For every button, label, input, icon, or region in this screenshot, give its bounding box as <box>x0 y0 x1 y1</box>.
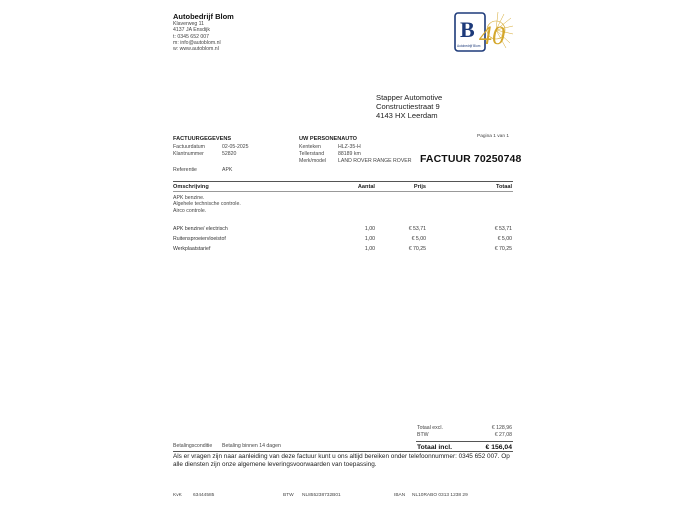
vat-value: € 27,08 <box>494 432 512 438</box>
row-description: APK benzine/ electrisch <box>173 226 228 232</box>
company-web: w: www.autoblom.nl <box>173 46 219 53</box>
svg-text:B: B <box>460 17 475 42</box>
note-line: APK benzine. <box>173 195 205 201</box>
row-price: € 70,25 <box>408 246 426 252</box>
company-street: Klaverweg 11 <box>173 21 205 27</box>
vehicle-section-title: UW PERSONENAUTO <box>299 136 358 142</box>
table-row <box>173 226 513 233</box>
totals-rule <box>416 441 513 442</box>
kvk-value: 63444585 <box>193 493 215 498</box>
note-line: Airco controle. <box>173 207 207 214</box>
odometer-value: 88189 km <box>338 151 361 157</box>
payment-value: Betaling binnen 14 dagen <box>222 443 281 449</box>
total-incl-label: Totaal incl. <box>417 444 452 451</box>
table-row <box>173 246 513 253</box>
table-notes <box>173 195 241 214</box>
row-quantity: 1,00 <box>364 246 375 252</box>
invoice-date-label: Factuurdatum <box>173 144 206 150</box>
row-total: € 5,00 <box>497 236 512 242</box>
footer-text: Als er vragen zijn naar aanleiding van deze factuur kunt u ons altijd bereiken onder telefoonnummer: 0345 652 007. Op alle diensten zijn onze algemene leveringsvoorwaarden van toepassing. <box>173 453 510 469</box>
table-top-rule <box>173 181 513 182</box>
vat-number-value: NL855238732B01 <box>302 493 341 498</box>
company-phone: t: 0345 652 007 <box>173 33 210 40</box>
model-value: LAND ROVER RANGE ROVER <box>338 158 412 164</box>
company-address <box>173 21 221 52</box>
model-label: Merk/model <box>299 158 327 164</box>
row-quantity: 1,00 <box>364 236 375 242</box>
table-header-rule <box>173 191 513 192</box>
reference-label: Referentie <box>173 167 197 173</box>
odometer-label: Tellerstand <box>299 151 325 157</box>
note-line: Algehele technische controle. <box>173 201 241 208</box>
total-incl-value: € 156,04 <box>485 444 512 451</box>
recipient-city: 4143 HX Leerdam <box>376 110 438 120</box>
subtotal-value: € 128,96 <box>491 425 512 431</box>
vat-number-label: BTW <box>283 493 294 498</box>
invoice-date: 02-05-2025 <box>222 144 249 150</box>
footer-rule <box>173 451 513 452</box>
row-price: € 53,71 <box>408 226 426 232</box>
company-email: m: info@autoblom.nl <box>173 39 221 46</box>
logo-graphic <box>452 10 514 56</box>
row-quantity: 1,00 <box>364 226 375 232</box>
plate-value: HLZ-35-H <box>338 144 361 150</box>
iban-value: NL10RABO 0313 1238 29 <box>412 493 468 498</box>
iban-label: IBAN <box>394 493 406 498</box>
row-total: € 53,71 <box>494 226 512 232</box>
recipient-address <box>376 94 442 120</box>
reference-value: APK <box>222 167 233 173</box>
row-total: € 70,25 <box>494 246 512 252</box>
row-description: Ruitensproeiervloeistof <box>173 236 226 242</box>
col-header-price: Prijs <box>413 184 426 190</box>
logo-caption: Autobedrijf Blom <box>457 44 481 48</box>
page-number: Pagina 1 van 1 <box>477 134 510 139</box>
col-header-description: Omschrijving <box>173 184 209 190</box>
kvk-label: KvK <box>173 493 182 498</box>
company-city: 4137 JA Ensdijk <box>173 27 210 34</box>
vat-label: BTW <box>417 432 429 438</box>
payment-label: Betalingsconditie <box>173 443 213 449</box>
table-row <box>173 236 513 243</box>
row-description: Werkplaatstarief <box>173 246 211 252</box>
row-price: € 5,00 <box>411 236 426 242</box>
invoice-title: FACTUUR 70250748 <box>420 153 522 165</box>
subtotal-label: Totaal excl. <box>417 425 443 431</box>
recipient-name: Stapper Automotive <box>376 93 443 102</box>
recipient-street: Constructiestraat 9 <box>376 101 440 111</box>
invoice-section-title: FACTUURGEGEVENS <box>173 136 232 142</box>
col-header-quantity: Aantal <box>357 184 375 190</box>
company-name: Autobedrijf Blom <box>173 12 234 21</box>
customer-number-label: Klantnummer <box>173 151 204 157</box>
logo-badge: 40 <box>479 21 505 50</box>
company-logo <box>452 10 514 56</box>
col-header-total: Totaal <box>495 184 512 190</box>
customer-number: 52820 <box>222 151 237 157</box>
plate-label: Kenteken <box>299 144 321 150</box>
